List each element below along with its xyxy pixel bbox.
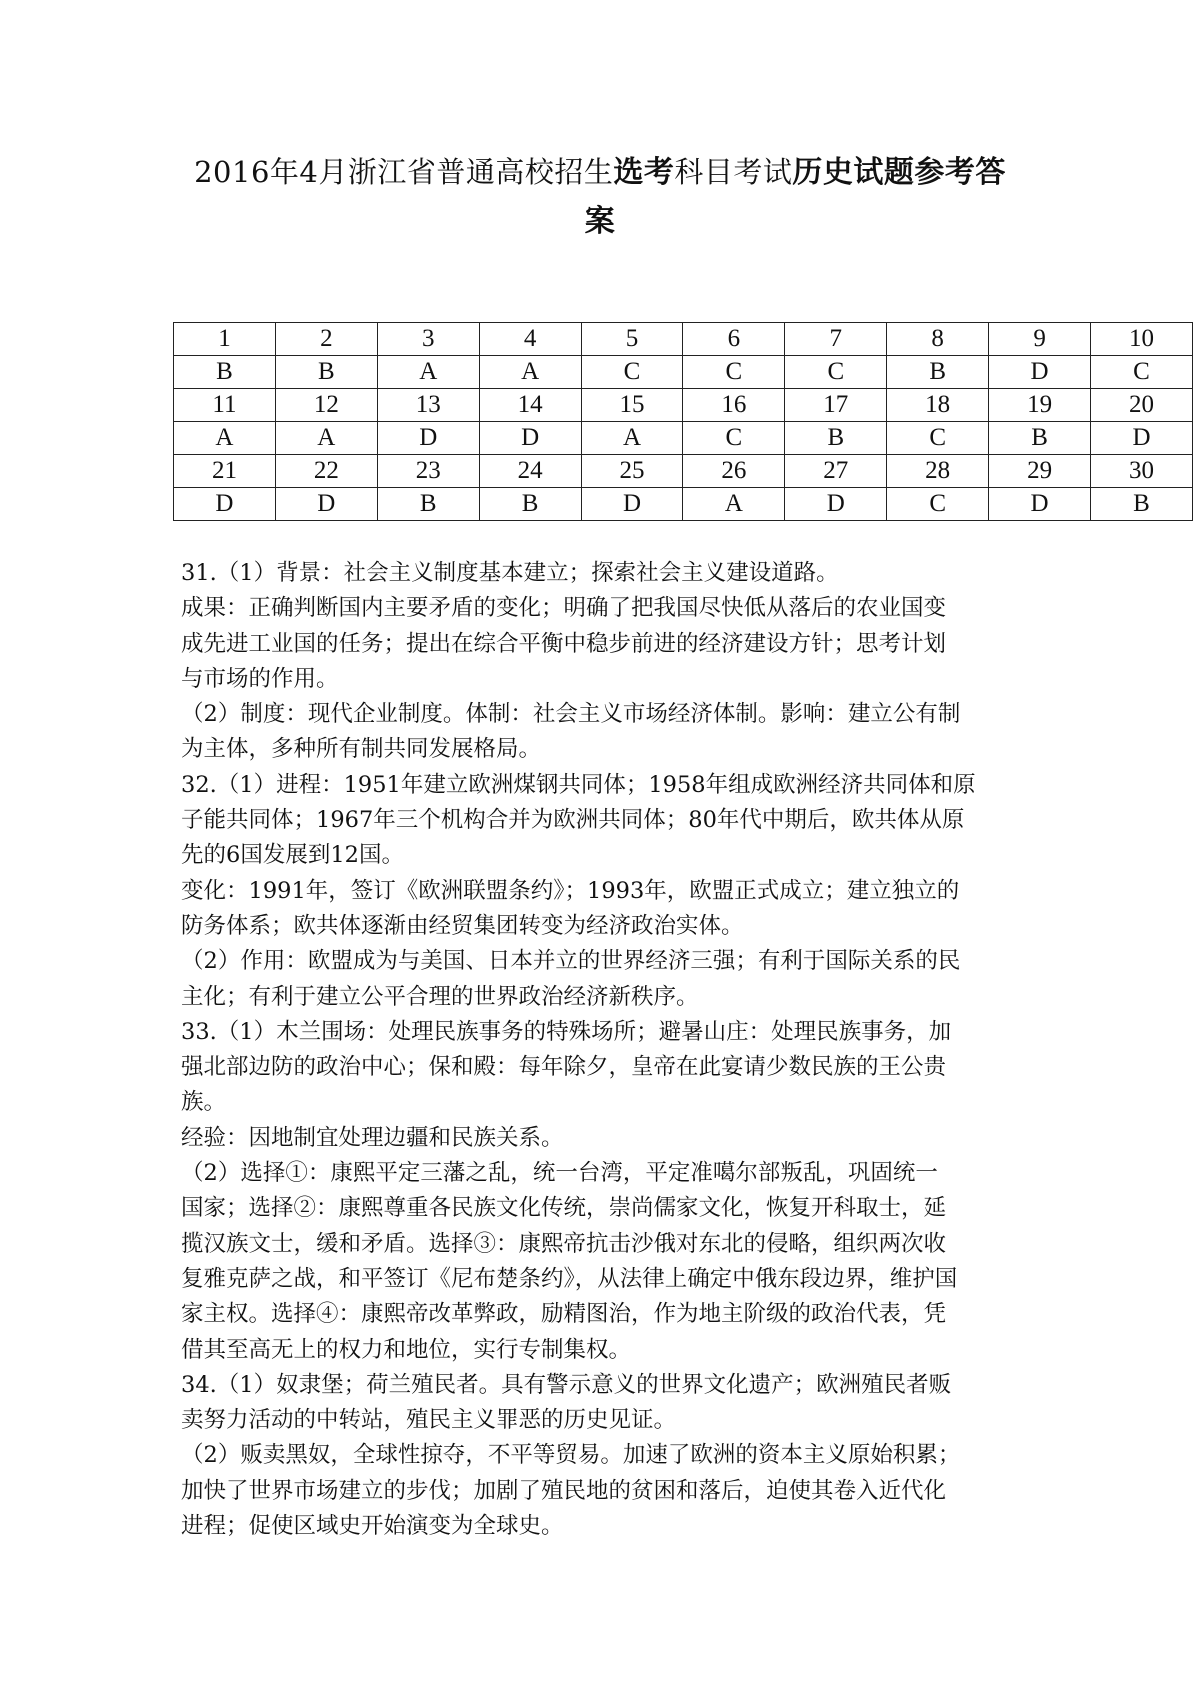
answer-text-line: 成果：正确判断国内主要矛盾的变化；明确了把我国尽快低从落后的农业国变 — [181, 595, 947, 622]
answer-cell: A — [174, 422, 276, 455]
question-number-cell: 26 — [683, 455, 785, 488]
answer-cell: D — [1091, 422, 1193, 455]
answer-cell: B — [989, 422, 1091, 455]
answer-cell: C — [581, 356, 683, 389]
answer-explanations — [181, 556, 1041, 1544]
question-number-cell: 9 — [989, 323, 1091, 356]
title-segment: 科目考试 — [674, 155, 793, 189]
question-number-cell: 20 — [1091, 389, 1193, 422]
answer-cell: A — [581, 422, 683, 455]
answer-text-line: 主化；有利于建立公平合理的世界政治经济新秩序。 — [181, 983, 699, 1010]
answer-text-line: 经验：因地制宜处理边疆和民族关系。 — [181, 1124, 564, 1151]
answer-text-line: 32.（1）进程：1951年建立欧洲煤钢共同体；1958年组成欧洲经济共同体和原 — [181, 771, 976, 798]
answer-text-line: 借其至高无上的权力和地位，实行专制集权。 — [181, 1336, 632, 1363]
answer-text-line: 34.（1）奴隶堡；荷兰殖民者。具有警示意义的世界文化遗产；欧洲殖民者贩 — [181, 1371, 952, 1398]
answer-text-line: 为主体，多种所有制共同发展格局。 — [181, 736, 542, 763]
answer-cell: A — [683, 488, 785, 521]
question-number-cell: 24 — [479, 455, 581, 488]
question-number-cell: 23 — [377, 455, 479, 488]
answer-text-line: 33.（1）木兰围场：处理民族事务的特殊场所；避暑山庄：处理民族事务，加 — [181, 1018, 952, 1045]
question-number-cell: 6 — [683, 323, 785, 356]
answer-cell: D — [989, 356, 1091, 389]
answer-cell: D — [377, 422, 479, 455]
answer-row — [174, 356, 1193, 389]
answer-cell: C — [887, 422, 989, 455]
question-number-cell: 3 — [377, 323, 479, 356]
answer-text-line: 加快了世界市场建立的步伐；加剧了殖民地的贫困和落后，迫使其卷入近代化 — [181, 1477, 947, 1504]
answer-cell: D — [581, 488, 683, 521]
question-number-cell: 7 — [785, 323, 887, 356]
question-number-cell: 30 — [1091, 455, 1193, 488]
answer-text-line: 强北部边防的政治中心；保和殿：每年除夕，皇帝在此宴请少数民族的王公贵 — [181, 1054, 947, 1081]
answer-cell: A — [479, 356, 581, 389]
answer-text-line: 揽汉族文士，缓和矛盾。选择③：康熙帝抗击沙俄对东北的侵略，组织两次收 — [181, 1230, 947, 1257]
question-number-cell: 21 — [174, 455, 276, 488]
answer-text-line: （2）贩卖黑奴，全球性掠夺，不平等贸易。加速了欧洲的资本主义原始积累； — [181, 1442, 961, 1469]
question-number-row — [174, 455, 1193, 488]
answer-text-line: 家主权。选择④：康熙帝改革弊政，励精图治，作为地主阶级的政治代表，凭 — [181, 1301, 947, 1328]
question-number-cell: 19 — [989, 389, 1091, 422]
answer-text-line: 子能共同体；1967年三个机构合并为欧洲共同体；80年代中期后，欧共体从原 — [181, 807, 965, 834]
question-number-cell: 1 — [174, 323, 276, 356]
answer-text-line: （2）作用：欧盟成为与美国、日本并立的世界经济三强；有利于国际关系的民 — [181, 948, 961, 975]
answer-cell: D — [785, 488, 887, 521]
answer-cell: A — [275, 422, 377, 455]
answer-text-line: 防务体系；欧共体逐渐由经贸集团转变为经济政治实体。 — [181, 912, 744, 939]
answer-text-line: 31.（1）背景：社会主义制度基本建立；探索社会主义建设道路。 — [181, 560, 839, 586]
question-number-cell: 29 — [989, 455, 1091, 488]
answer-text-line: （2）选择①：康熙平定三藩之乱，统一台湾，平定准噶尔部叛乱，巩固统一 — [181, 1160, 938, 1187]
answer-cell: C — [683, 422, 785, 455]
question-number-cell: 25 — [581, 455, 683, 488]
answer-cell: B — [174, 356, 276, 389]
answer-cell: B — [785, 422, 887, 455]
answer-text-line: 国家；选择②：康熙尊重各民族文化传统，崇尚儒家文化，恢复开科取士，延 — [181, 1195, 947, 1222]
question-number-cell: 18 — [887, 389, 989, 422]
document-title — [150, 148, 1050, 246]
question-number-row — [174, 389, 1193, 422]
answer-cell: C — [1091, 356, 1193, 389]
title-segment: 2016年4月浙江省普通高校招生 — [194, 155, 614, 189]
answer-text-line: 成先进工业国的任务；提出在综合平衡中稳步前进的经济建设方针；思考计划 — [181, 630, 947, 657]
answer-text-line: 复雅克萨之战，和平签订《尼布楚条约》，从法律上确定中俄东段边界，维护国 — [181, 1265, 958, 1292]
answer-key-table-body — [174, 323, 1193, 521]
title-bold-segment: 历史试题参考答 — [792, 155, 1006, 190]
answer-cell: D — [479, 422, 581, 455]
question-number-cell: 10 — [1091, 323, 1193, 356]
question-number-row — [174, 323, 1193, 356]
answer-text-line: 族。 — [181, 1089, 227, 1116]
question-number-cell: 4 — [479, 323, 581, 356]
answer-cell: B — [275, 356, 377, 389]
question-number-cell: 5 — [581, 323, 683, 356]
answer-cell: D — [174, 488, 276, 521]
question-number-cell: 28 — [887, 455, 989, 488]
question-number-cell: 8 — [887, 323, 989, 356]
answer-cell: C — [785, 356, 887, 389]
question-number-cell: 17 — [785, 389, 887, 422]
question-number-cell: 12 — [275, 389, 377, 422]
answer-cell: B — [887, 356, 989, 389]
answer-cell: D — [275, 488, 377, 521]
answer-cell: C — [683, 356, 785, 389]
question-number-cell: 22 — [275, 455, 377, 488]
answer-cell: D — [989, 488, 1091, 521]
answer-row — [174, 422, 1193, 455]
question-number-cell: 15 — [581, 389, 683, 422]
question-number-cell: 11 — [174, 389, 276, 422]
answer-cell: C — [887, 488, 989, 521]
question-number-cell: 16 — [683, 389, 785, 422]
question-number-cell: 13 — [377, 389, 479, 422]
answer-text-line: 与市场的作用。 — [181, 665, 339, 692]
answer-row — [174, 488, 1193, 521]
answer-cell: B — [377, 488, 479, 521]
answer-text-line: 先的6国发展到12国。 — [181, 842, 404, 869]
question-number-cell: 2 — [275, 323, 377, 356]
question-number-cell: 27 — [785, 455, 887, 488]
question-number-cell: 14 — [479, 389, 581, 422]
answer-text-line: 卖努力活动的中转站，殖民主义罪恶的历史见证。 — [181, 1407, 677, 1434]
answer-text-line: 进程；促使区域史开始演变为全球史。 — [181, 1513, 564, 1540]
title-bold-segment: 选考 — [613, 155, 675, 190]
answer-key-table — [173, 322, 1193, 521]
answer-cell: A — [377, 356, 479, 389]
answer-text-line: （2）制度：现代企业制度。体制：社会主义市场经济体制。影响：建立公有制 — [181, 701, 961, 728]
answer-cell: B — [1091, 488, 1193, 521]
answer-cell: B — [479, 488, 581, 521]
answer-text-line: 变化：1991年，签订《欧洲联盟条约》；1993年，欧盟正式成立；建立独立的 — [181, 877, 960, 904]
title-bold-segment: 案 — [584, 204, 616, 239]
